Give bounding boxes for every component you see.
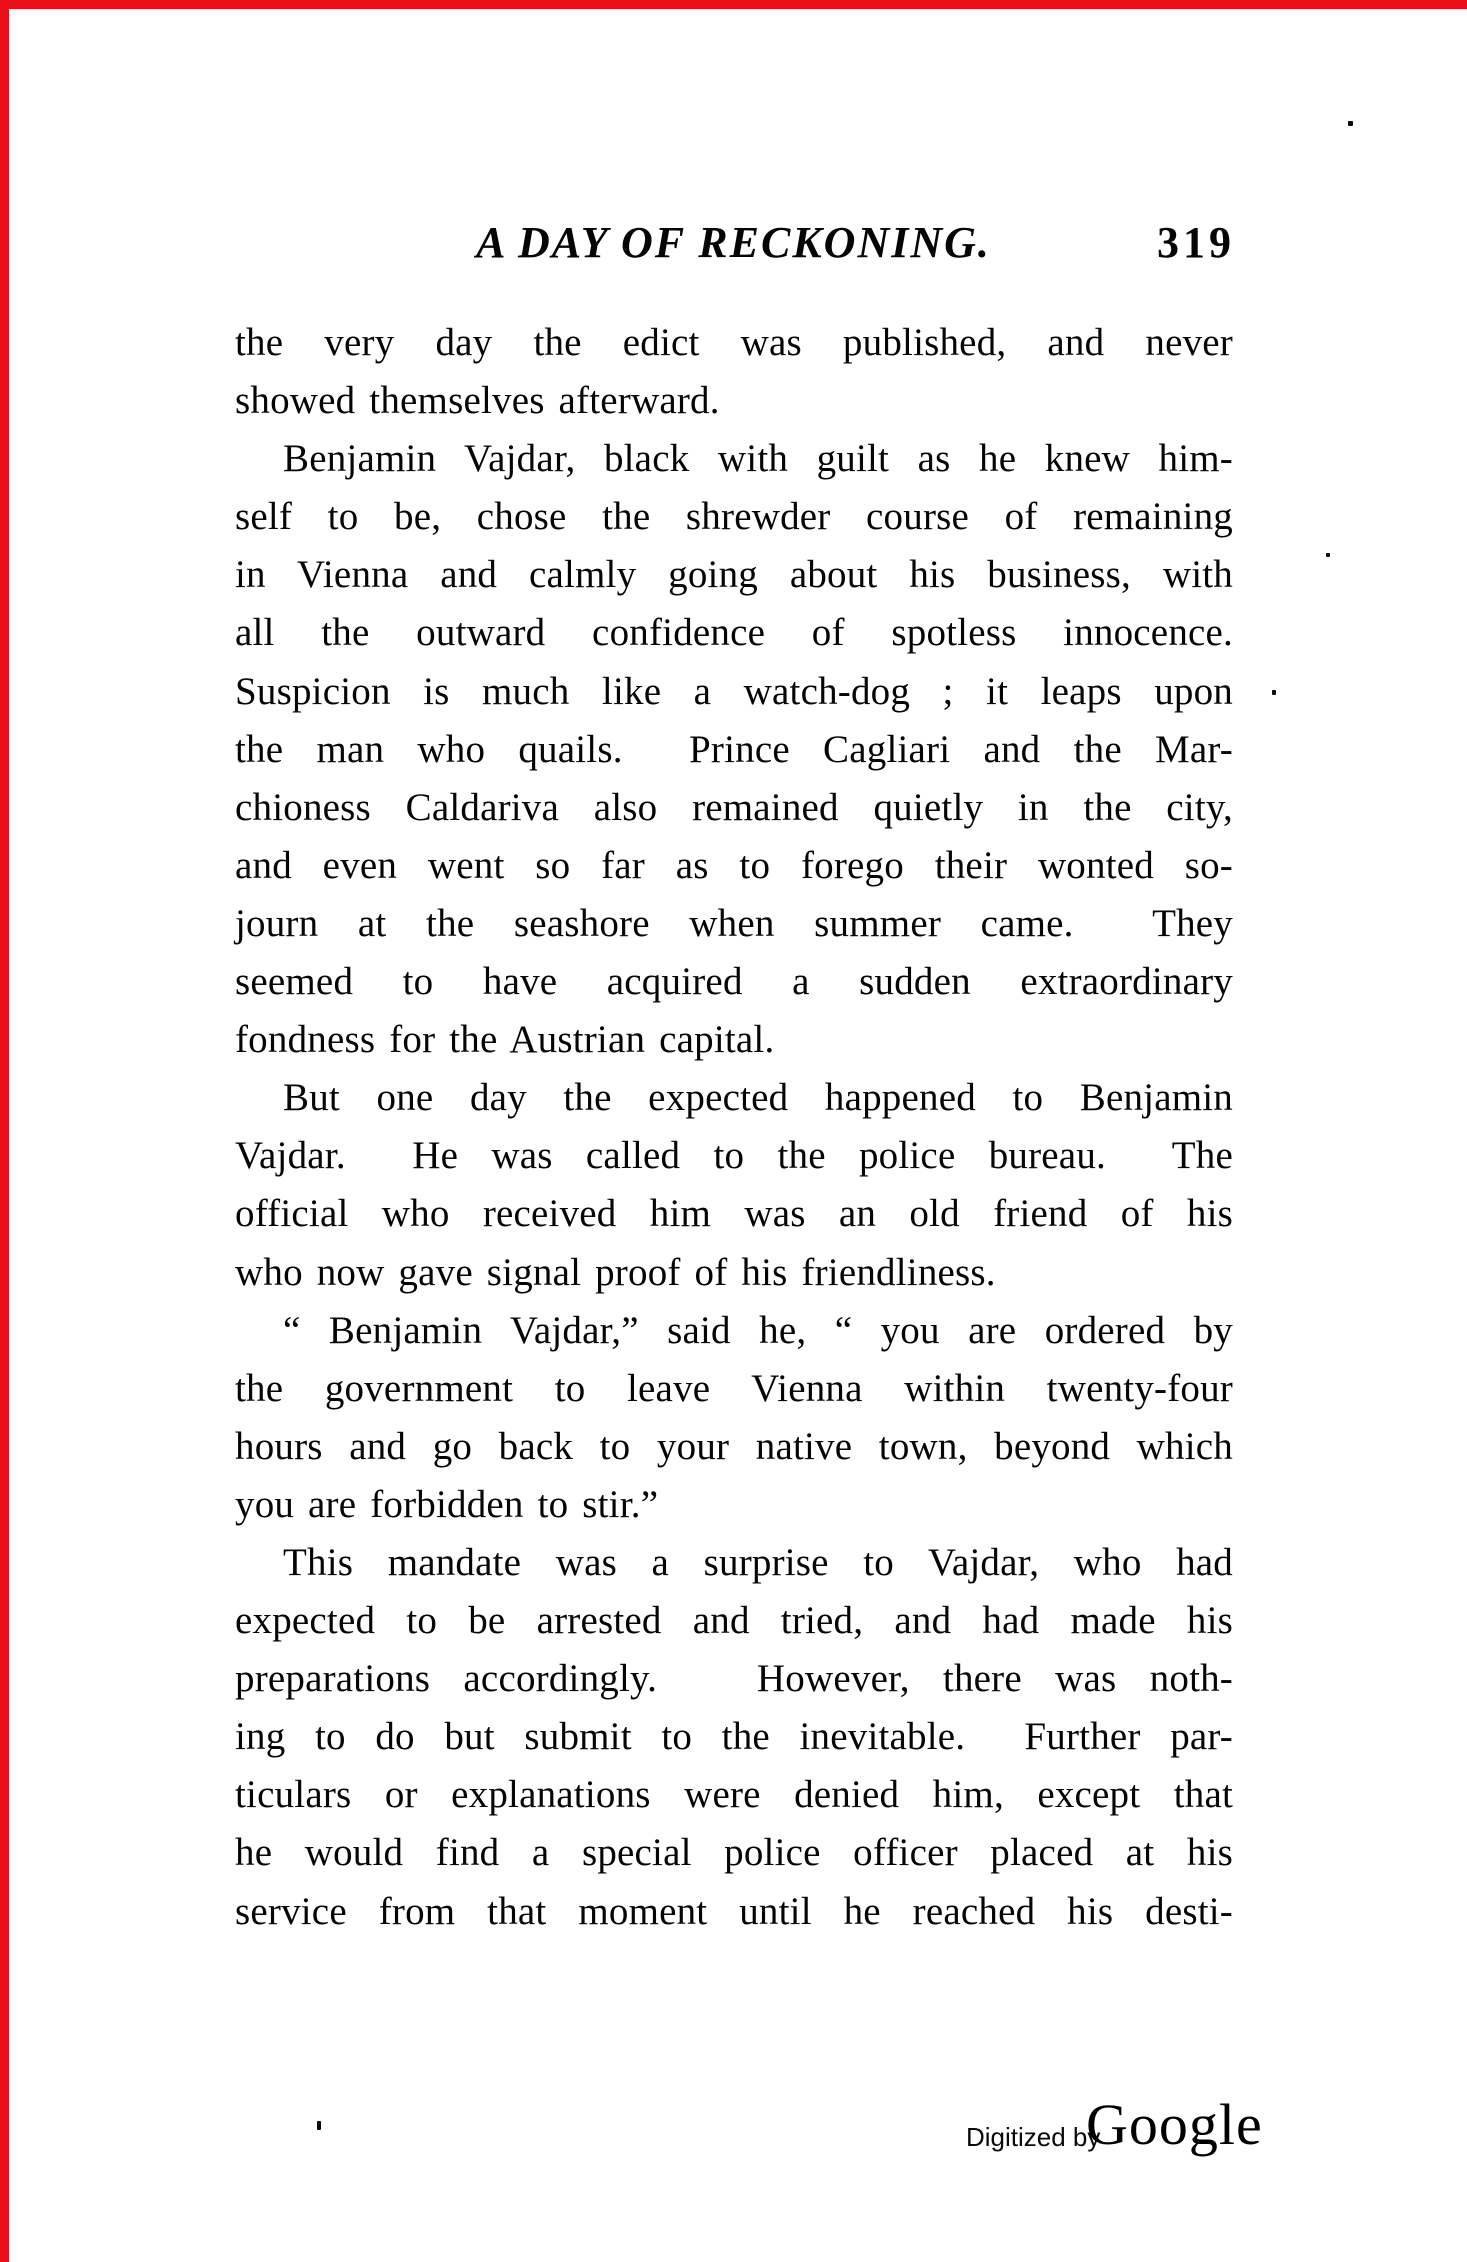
text-line: the man who quails. Prince Cagliari and the Mar- (235, 727, 1233, 771)
text-line: official who received him was an old friend of his (235, 1192, 1233, 1236)
text-line: Benjamin Vajdar, black with guilt as he knew him- (283, 437, 1233, 481)
text-line: “ Benjamin Vajdar,” said he, “ you are ordered by (283, 1308, 1233, 1352)
text-line: service from that moment until he reached his desti- (235, 1889, 1233, 1933)
digitized-by-label: Digitized by (966, 2122, 1101, 2152)
ink-speck (1272, 690, 1276, 695)
text-line: all the outward confidence of spotless innocence. (235, 611, 1233, 655)
scan-edge-left (0, 0, 9, 2262)
text-line: seemed to have acquired a sudden extraordinary (235, 960, 1233, 1004)
text-line: hours and go back to your native town, beyond which (235, 1424, 1233, 1468)
text-line: self to be, chose the shrewder course of remaining (235, 495, 1233, 539)
text-line: showed themselves afterward. (235, 379, 720, 423)
text-line: who now gave signal proof of his friendliness. (235, 1250, 996, 1294)
text-line: fondness for the Austrian capital. (235, 1018, 775, 1062)
text-line: the very day the edict was published, and never (235, 321, 1233, 364)
google-logo: Google (1086, 2092, 1263, 2157)
running-header (0, 218, 1467, 267)
text-line: in Vienna and calmly going about his business, with (235, 553, 1233, 597)
text-line: expected to be arrested and tried, and had made his (235, 1599, 1233, 1643)
page-number: 319 (1157, 218, 1235, 267)
ink-speck (317, 2121, 321, 2130)
text-line: journ at the seashore when summer came. They (235, 901, 1233, 945)
body-text (235, 314, 1233, 1941)
text-line: But one day the expected happened to Benjamin (283, 1076, 1233, 1120)
ink-speck (1348, 121, 1353, 126)
text-line: and even went so far as to forego their wonted so- (235, 843, 1233, 887)
text-line: Suspicion is much like a watch-dog ; it leaps upon (235, 669, 1233, 713)
chapter-title: A DAY OF RECKONING. (476, 218, 991, 267)
text-line: you are forbidden to stir.” (235, 1482, 659, 1526)
text-line: preparations accordingly. However, there was noth- (235, 1657, 1233, 1701)
scan-edge-top (0, 0, 1467, 9)
text-line: ticulars or explanations were denied him, except that (235, 1773, 1233, 1817)
text-line: chioness Caldariva also remained quietly in the city, (235, 785, 1233, 829)
text-line: This mandate was a surprise to Vajdar, who had (283, 1540, 1233, 1584)
text-line: he would find a special police officer placed at his (235, 1831, 1233, 1875)
ink-speck (1326, 553, 1330, 557)
text-line: Vajdar. He was called to the police bureau. The (235, 1134, 1233, 1178)
text-line: the government to leave Vienna within twenty-four (235, 1366, 1233, 1410)
text-line: ing to do but submit to the inevitable. Further par- (235, 1715, 1233, 1759)
